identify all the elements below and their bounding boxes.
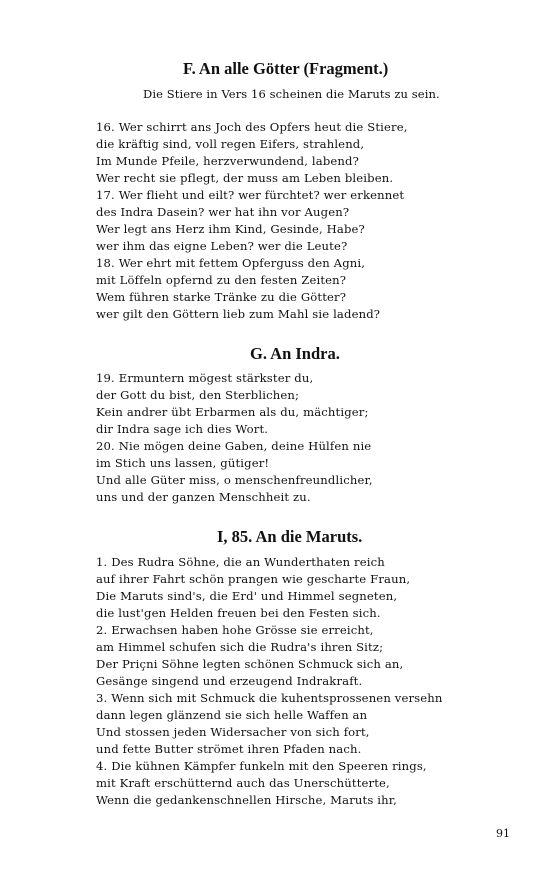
verse-line: 16. Wer schirrt ans Joch des Opfers heut die Stiere, [96, 120, 408, 134]
verse-line: im Stich uns lassen, gütiger! [96, 456, 270, 470]
section-heading-g: G. An Indra. [250, 344, 340, 363]
verse-block-g [96, 370, 373, 506]
verse-line: Und stossen jeden Widersacher von sich fort, [96, 725, 370, 739]
verse-line: mit Löffeln opfernd zu den festen Zeiten? [96, 273, 347, 287]
section-note-f: Die Stiere in Vers 16 scheinen die Maruts zu sein. [143, 87, 440, 101]
verse-line: uns und der ganzen Menschheit zu. [96, 490, 311, 504]
verse-line: Und alle Güter miss, o menschenfreundlicher, [96, 473, 373, 487]
section-heading-i85: I, 85. An die Maruts. [217, 527, 363, 546]
verse-line: 3. Wenn sich mit Schmuck die kuhentsprossenen versehn [96, 691, 443, 705]
verse-line: am Himmel schufen sich die Rudra's ihren Sitz; [96, 640, 384, 654]
verse-line: Wem führen starke Tränke zu die Götter? [96, 290, 347, 304]
verse-line: 4. Die kühnen Kämpfer funkeln mit den Speeren rings, [96, 759, 427, 773]
verse-line: auf ihrer Fahrt schön prangen wie gescharte Fraun, [96, 572, 411, 586]
verse-line: Im Munde Pfeile, herzverwundend, labend? [96, 154, 359, 168]
verse-block-f [96, 119, 408, 323]
verse-line: Gesänge singend und erzeugend Indrakraft. [96, 674, 363, 688]
verse-line: 19. Ermuntern mögest stärkster du, [96, 371, 314, 385]
verse-line: die lust'gen Helden freuen bei den Festen sich. [96, 606, 381, 620]
verse-line: Wer recht sie pflegt, der muss am Leben bleiben. [96, 171, 394, 185]
verse-line: 20. Nie mögen deine Gaben, deine Hülfen nie [96, 439, 372, 453]
verse-line: mit Kraft erschütternd auch das Unerschütterte, [96, 776, 390, 790]
verse-line: wer gilt den Göttern lieb zum Mahl sie ladend? [96, 307, 381, 321]
page-number: 91 [496, 827, 510, 840]
verse-line: Wer legt ans Herz ihm Kind, Gesinde, Habe? [96, 222, 365, 236]
verse-line: 18. Wer ehrt mit fettem Opferguss den Agni, [96, 256, 366, 270]
verse-line: Die Maruts sind's, die Erd' und Himmel segneten, [96, 589, 398, 603]
verse-line: 2. Erwachsen haben hohe Grösse sie erreicht, [96, 623, 374, 637]
verse-line: Kein andrer übt Erbarmen als du, mächtiger; [96, 405, 369, 419]
verse-line: und fette Butter strömet ihren Pfaden nach. [96, 742, 362, 756]
verse-line: 17. Wer flieht und eilt? wer fürchtet? wer erkennet [96, 188, 405, 202]
verse-block-i85 [96, 554, 443, 809]
verse-line: des Indra Dasein? wer hat ihn vor Augen? [96, 205, 350, 219]
verse-line: dir Indra sage ich dies Wort. [96, 422, 269, 436]
verse-line: die kräftig sind, voll regen Eifers, strahlend, [96, 137, 365, 151]
verse-line: wer ihm das eigne Leben? wer die Leute? [96, 239, 348, 253]
verse-line: der Gott du bist, den Sterblichen; [96, 388, 300, 402]
verse-line: 1. Des Rudra Söhne, die an Wunderthaten reich [96, 555, 385, 569]
verse-line: dann legen glänzend sie sich helle Waffen an [96, 708, 368, 722]
verse-line: Der Priçni Söhne legten schönen Schmuck sich an, [96, 657, 404, 671]
verse-line: Wenn die gedankenschnellen Hirsche, Maruts ihr, [96, 793, 397, 807]
section-heading-f: F. An alle Götter (Fragment.) [183, 59, 389, 78]
